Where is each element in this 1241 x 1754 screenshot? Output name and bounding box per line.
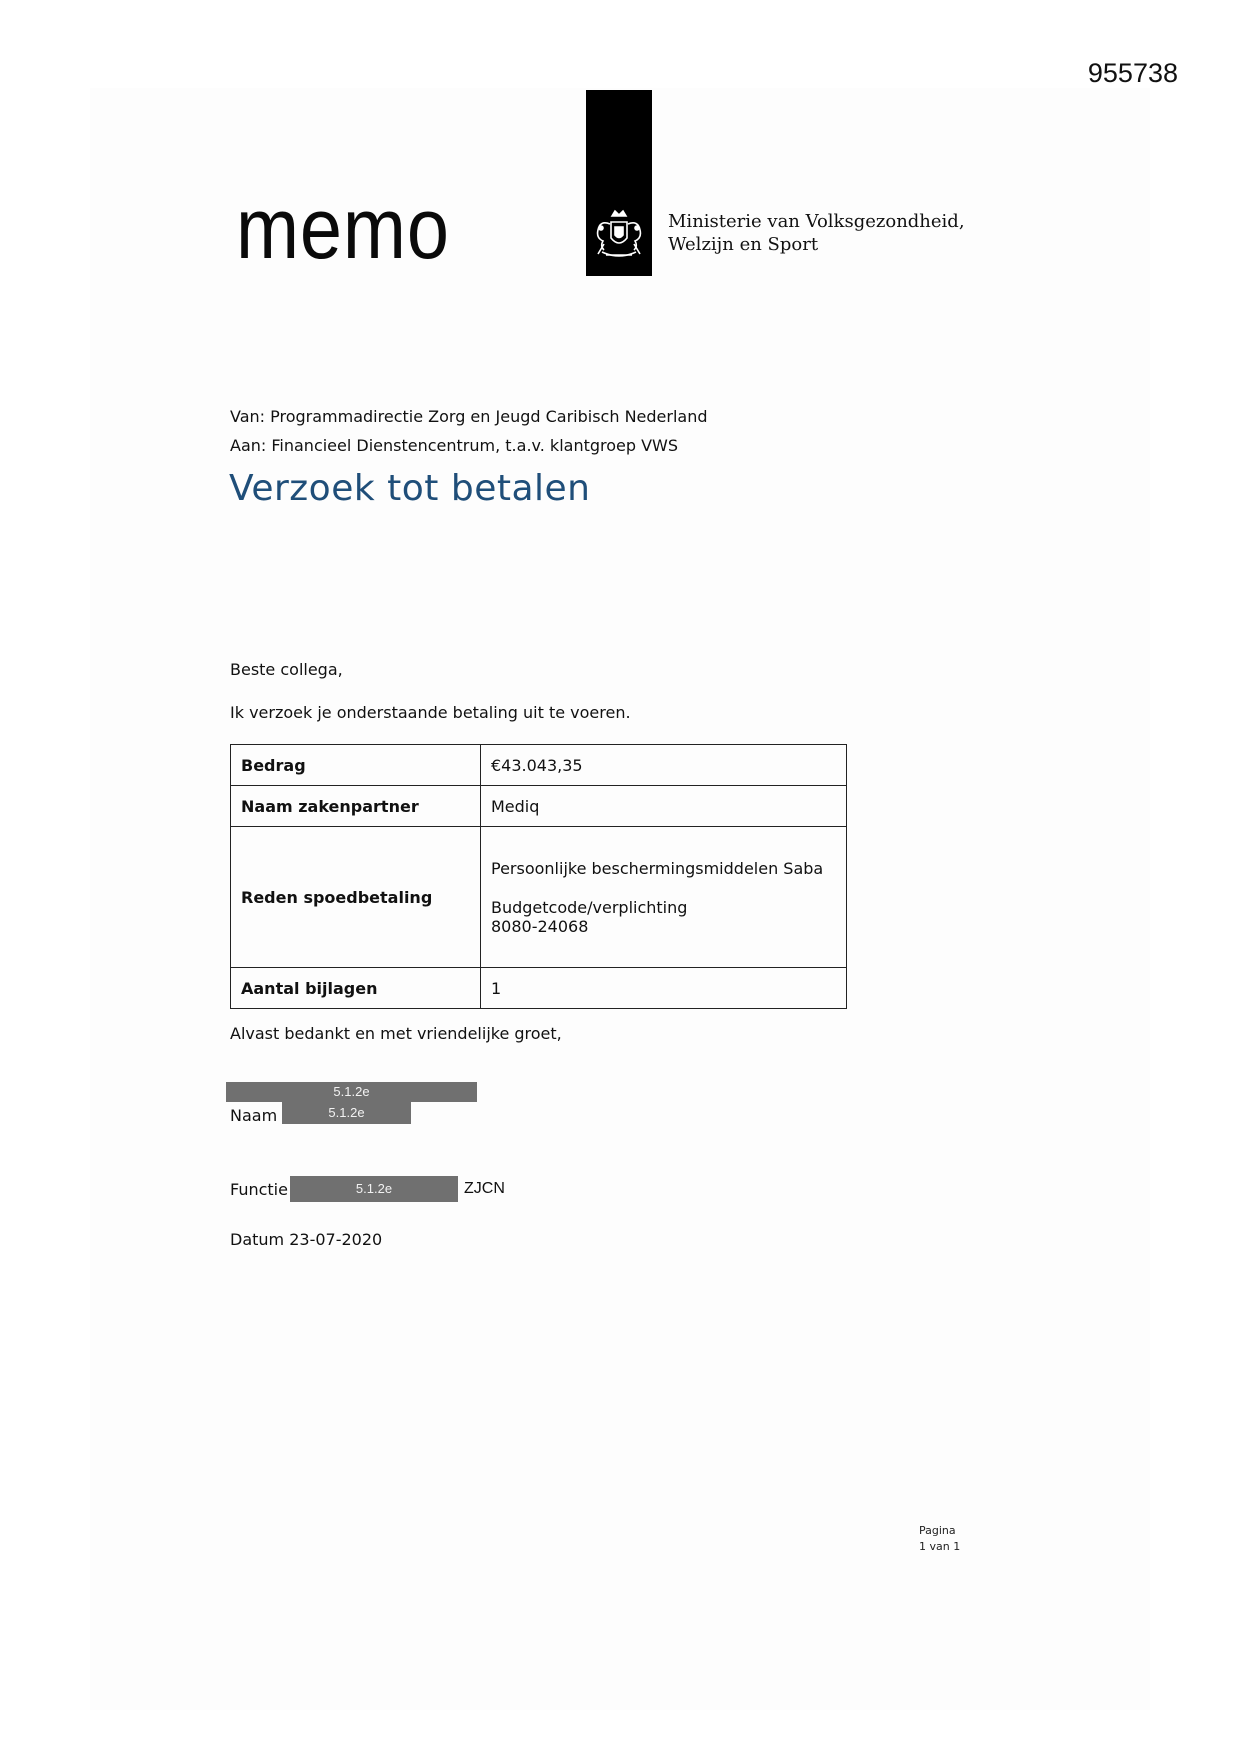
function-label: Functie	[230, 1180, 288, 1199]
payment-table	[230, 744, 847, 1009]
from-line: Van: Programmadirectie Zorg en Jeugd Caribisch Nederland	[230, 407, 708, 426]
function-suffix: ZJCN	[464, 1180, 505, 1197]
page-label: Pagina	[919, 1524, 956, 1537]
reason-label: Reden spoedbetaling	[231, 827, 481, 968]
intro-text: Ik verzoek je onderstaande betaling uit te voeren.	[230, 703, 631, 722]
coat-of-arms-icon	[590, 208, 648, 266]
closing-text: Alvast bedankt en met vriendelijke groet,	[230, 1024, 562, 1043]
memo-heading: memo	[236, 181, 450, 277]
ministry-line-1: Ministerie van Volksgezondheid,	[668, 211, 965, 232]
ministry-line-2: Welzijn en Sport	[668, 234, 819, 255]
table-row	[231, 745, 847, 786]
reason-line-2: Budgetcode/verplichting	[491, 897, 688, 917]
page-count: 1 van 1	[919, 1540, 961, 1553]
amount-value: €43.043,35	[481, 745, 847, 786]
amount-label: Bedrag	[231, 745, 481, 786]
reason-value	[481, 827, 847, 968]
redaction-signature: 5.1.2e	[226, 1082, 477, 1102]
document-number: 955738	[1087, 58, 1178, 88]
attachments-label: Aantal bijlagen	[231, 968, 481, 1009]
partner-value: Mediq	[481, 786, 847, 827]
reason-line-3: 8080-24068	[491, 916, 589, 936]
redaction-function: 5.1.2e	[290, 1176, 458, 1202]
name-label: Naam	[230, 1106, 278, 1125]
ministry-logo	[586, 90, 652, 276]
table-row	[231, 786, 847, 827]
partner-label: Naam zakenpartner	[231, 786, 481, 827]
page-indicator	[919, 1523, 960, 1555]
ministry-name	[668, 210, 965, 256]
to-line: Aan: Financieel Dienstencentrum, t.a.v. klantgroep VWS	[230, 436, 679, 455]
date-line: Datum 23-07-2020	[230, 1230, 383, 1249]
table-row	[231, 968, 847, 1009]
page-title: Verzoek tot betalen	[229, 468, 591, 509]
reason-line-1: Persoonlijke beschermingsmiddelen Saba	[491, 858, 824, 878]
greeting: Beste collega,	[230, 660, 343, 679]
attachments-value: 1	[481, 968, 847, 1009]
table-row	[231, 827, 847, 968]
redaction-name: 5.1.2e	[282, 1102, 411, 1124]
memo-header	[230, 402, 708, 460]
